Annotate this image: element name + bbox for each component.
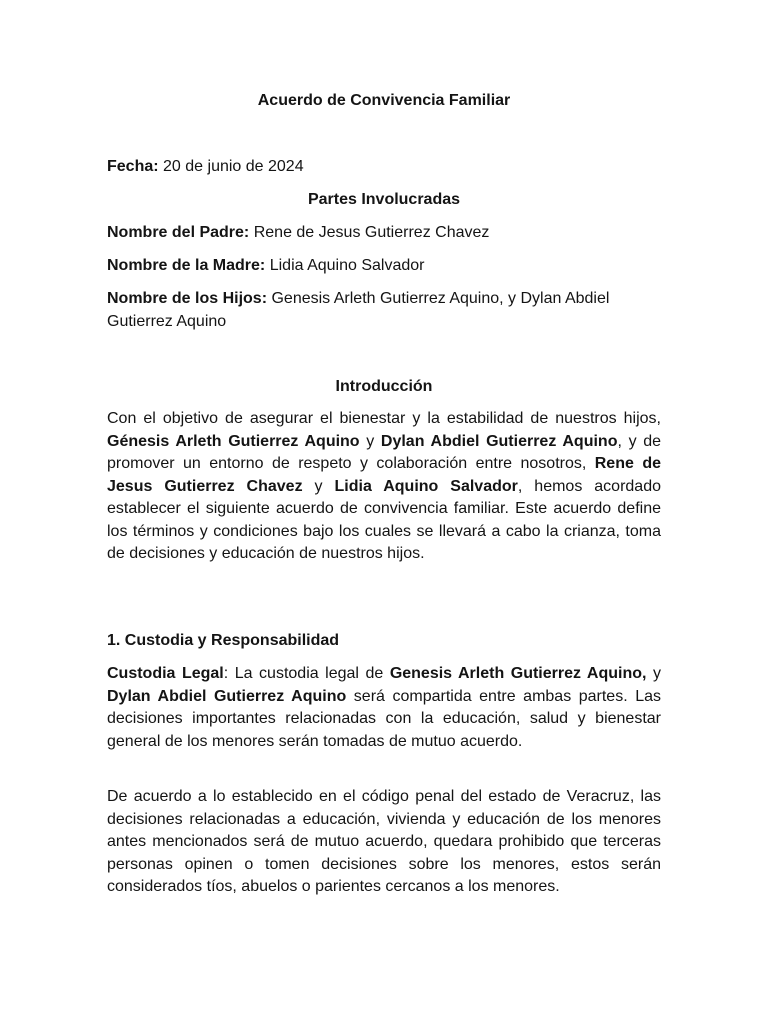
hijos-line xyxy=(107,288,661,333)
padre-line xyxy=(107,222,661,245)
partes-heading: Partes Involucradas xyxy=(307,191,461,208)
intro-child-1: Génesis Arleth Gutierrez Aquino xyxy=(107,432,360,450)
document-title: Acuerdo de Convivencia Familiar xyxy=(257,92,511,109)
intro-text-3: , y de promover un entorno de respeto y colaboración entre nosotros, xyxy=(107,432,662,472)
intro-father: Rene de Jesus Gutierrez Chavez xyxy=(107,455,661,495)
custodia-text-2: y xyxy=(646,665,661,682)
custodia-child-1: Genesis Arleth Gutierrez Aquino, xyxy=(389,665,647,682)
intro-text-4: y xyxy=(302,477,335,495)
intro-text-1: Con el objetivo de asegurar el bienestar y la estabilidad de nuestros hijos, xyxy=(107,410,661,427)
custodia-paragraph xyxy=(107,663,661,753)
custodia-text-1: : La custodia legal de xyxy=(223,665,390,682)
fecha-line xyxy=(107,156,661,179)
intro-paragraph xyxy=(107,408,661,566)
intro-text-5: , hemos acordado establecer el siguiente acuerdo de convivencia familiar. Este acuerdo define los términos y condiciones bajo los cuales se llevará a cabo la crianza, toma de decisiones y educación de nuestros hijos. xyxy=(107,477,661,562)
hijos-value: Genesis Arleth Gutierrez Aquino, y Dylan Abdiel Gutierrez Aquino xyxy=(107,290,610,330)
madre-line xyxy=(107,255,661,278)
padre-value: Rene de Jesus Gutierrez Chavez xyxy=(249,224,490,241)
intro-text-2: y xyxy=(359,432,381,450)
intro-child-2: Dylan Abdiel Gutierrez Aquino xyxy=(380,432,618,450)
madre-value: Lidia Aquino Salvador xyxy=(265,257,425,274)
veracruz-paragraph: De acuerdo a lo establecido en el código penal del estado de Veracruz, las decisiones relacionadas a educación, vivienda y educación de los menores antes mencionados será de mutuo acuerdo, quedara prohibido que terceras personas opinen o tomen decisiones sobre los menores, estos serán considerados tíos, abuelos o parientes cercanos a los menores. xyxy=(107,788,661,895)
hijos-label: Nombre de los Hijos: xyxy=(107,290,268,307)
madre-label: Nombre de la Madre: xyxy=(107,257,266,274)
fecha-label: Fecha: xyxy=(107,158,159,175)
custodia-text-3: será compartida entre ambas partes. Las decisiones importantes relacionadas con la educación, salud y bienestar general de los menores serán tomadas de mutuo acuerdo. xyxy=(107,687,661,750)
section1-heading: 1. Custodia y Responsabilidad xyxy=(107,632,340,649)
intro-heading: Introducción xyxy=(335,378,433,395)
padre-label: Nombre del Padre: xyxy=(107,224,250,241)
intro-mother: Lidia Aquino Salvador xyxy=(334,477,518,495)
custodia-label: Custodia Legal xyxy=(107,665,224,682)
custodia-child-2: Dylan Abdiel Gutierrez Aquino xyxy=(107,687,347,705)
fecha-value: 20 de junio de 2024 xyxy=(158,158,304,175)
